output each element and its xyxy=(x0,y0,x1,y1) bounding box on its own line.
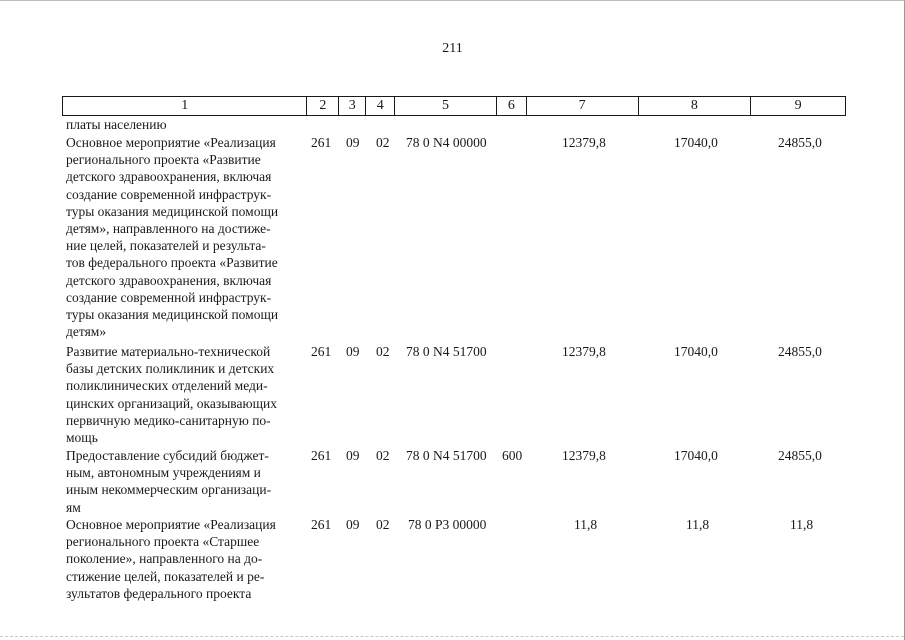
row-name-line: Предоставление субсидий бюджет- xyxy=(66,448,269,463)
cell-year-2: 11,8 xyxy=(686,517,710,532)
cell-type: 600 xyxy=(502,448,523,463)
row-name-line: поликлинических отделений меди- xyxy=(66,378,268,394)
header-col-7: 7 xyxy=(527,97,639,115)
row-name-line: поколение», направленного на до- xyxy=(66,551,263,567)
header-col-8: 8 xyxy=(639,97,752,115)
row-name-line: иным некоммерческим организаци- xyxy=(66,482,272,498)
header-col-5: 5 xyxy=(395,97,497,115)
header-col-4: 4 xyxy=(366,97,395,115)
cell-year-3: 24855,0 xyxy=(778,135,822,150)
cell-subsection: 02 xyxy=(376,344,390,359)
header-col-1: 1 xyxy=(63,97,307,115)
header-col-6: 6 xyxy=(497,97,527,115)
row-name-line: регионального проекта «Развитие xyxy=(66,152,261,168)
row-name-line: ние целей, показателей и результа- xyxy=(66,238,266,254)
row-name-line: зультатов федерального проекта xyxy=(66,585,252,601)
row-name-line: детям» xyxy=(66,324,107,340)
row-name-line: стижение целей, показателей и ре- xyxy=(66,568,265,584)
row-name-line: первичную медико-санитарную по- xyxy=(66,412,271,428)
cell-code: 78 0 N4 51700 xyxy=(406,344,487,359)
page-bottom-edge xyxy=(0,636,904,637)
cell-section: 261 xyxy=(311,344,332,359)
row-name-line: ным, автономным учреждениям и xyxy=(66,465,261,481)
row-name-line: Развитие материально-технической xyxy=(66,344,271,359)
row-name-line: туры оказания медицинской помощи xyxy=(66,307,279,323)
row-name-line: детям», направленного на достиже- xyxy=(66,221,271,237)
cell-year-2: 17040,0 xyxy=(674,135,718,150)
row-name-line: Основное мероприятие «Реализация xyxy=(66,517,276,532)
row-name-line: детского здравоохранения, включая xyxy=(66,272,272,288)
continued-row-text: платы населению xyxy=(66,117,167,132)
cell-code: 78 0 N4 51700 xyxy=(406,448,487,463)
row-name-line: создание современной инфраструк- xyxy=(66,186,272,202)
cell-department: 09 xyxy=(346,517,360,532)
cell-year-1: 12379,8 xyxy=(562,344,606,359)
row-name-line: регионального проекта «Старшее xyxy=(66,534,260,550)
row-name-line: базы детских поликлиник и детских xyxy=(66,361,275,377)
cell-subsection: 02 xyxy=(376,517,390,532)
cell-year-3: 24855,0 xyxy=(778,448,822,463)
page-number: 211 xyxy=(442,41,463,56)
cell-year-3: 11,8 xyxy=(790,517,814,532)
row-name-line: мощь xyxy=(66,430,98,446)
cell-code: 78 0 P3 00000 xyxy=(408,517,487,532)
cell-department: 09 xyxy=(346,135,360,150)
cell-year-3: 24855,0 xyxy=(778,344,822,359)
header-col-9: 9 xyxy=(794,98,802,113)
cell-subsection: 02 xyxy=(376,135,390,150)
cell-section: 261 xyxy=(311,517,332,532)
cell-subsection: 02 xyxy=(376,448,390,463)
cell-department: 09 xyxy=(346,344,360,359)
row-name-line: туры оказания медицинской помощи xyxy=(66,203,279,219)
row-name-line: детского здравоохранения, включая xyxy=(66,169,272,185)
row-name xyxy=(66,516,304,602)
cell-year-2: 17040,0 xyxy=(674,448,718,463)
row-name-line: создание современной инфраструк- xyxy=(66,289,272,305)
row-name-line: ям xyxy=(66,499,81,515)
header-col-3: 3 xyxy=(339,97,366,115)
cell-year-1: 12379,8 xyxy=(562,135,606,150)
cell-department: 09 xyxy=(346,448,360,463)
row-name xyxy=(66,134,304,340)
cell-year-1: 11,8 xyxy=(574,517,598,532)
row-name xyxy=(66,447,304,516)
cell-year-1: 12379,8 xyxy=(562,448,606,463)
cell-section: 261 xyxy=(311,448,332,463)
table-header xyxy=(62,96,846,116)
cell-code: 78 0 N4 00000 xyxy=(406,135,487,150)
row-name-line: цинских организаций, оказывающих xyxy=(66,395,277,411)
row-name-line: тов федерального проекта «Развитие xyxy=(66,255,278,271)
cell-section: 261 xyxy=(311,135,332,150)
row-name xyxy=(66,343,304,446)
cell-year-2: 17040,0 xyxy=(674,344,718,359)
row-name-line: Основное мероприятие «Реализация xyxy=(66,135,276,150)
header-col-2: 2 xyxy=(307,97,339,115)
